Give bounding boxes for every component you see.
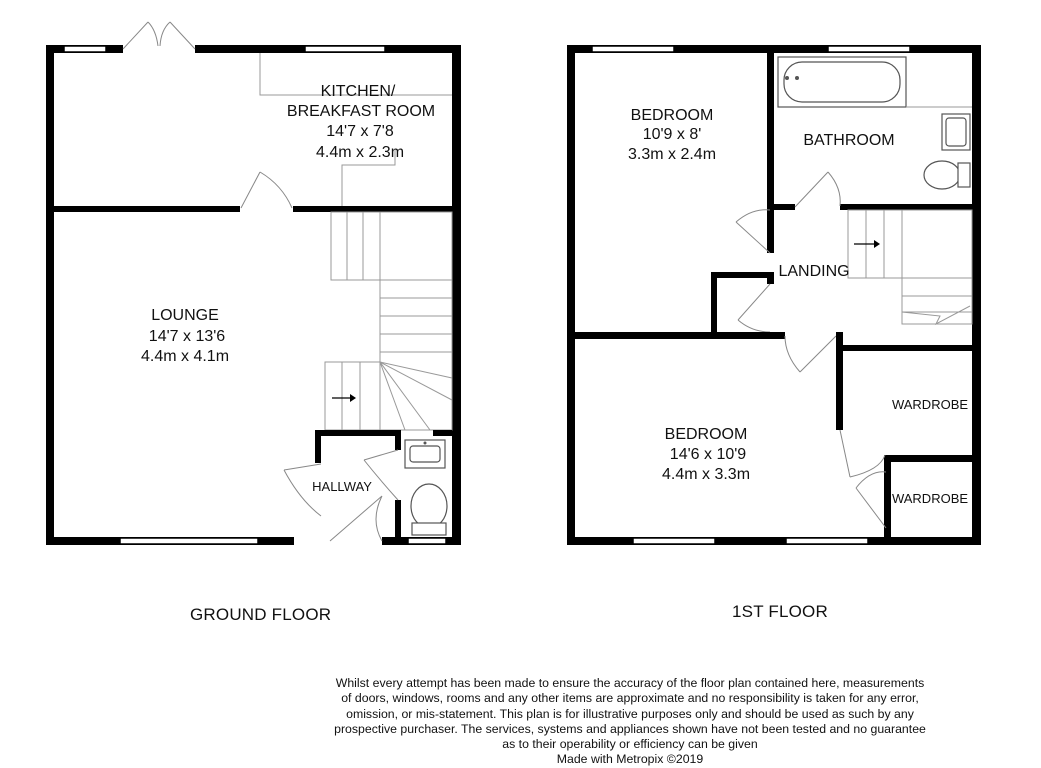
wardrobe1-name: WARDROBE <box>891 397 969 412</box>
lounge-size-imperial: 14'7 x 13'6 <box>148 328 226 345</box>
lounge-name: LOUNGE <box>151 307 219 324</box>
bathroom-name: BATHROOM <box>803 132 895 149</box>
window <box>408 538 446 544</box>
window <box>120 538 258 544</box>
kitchen-name-line1: KITCHEN/ <box>320 83 396 100</box>
disclaimer-line: prospective purchaser. The services, systems and appliances shown have not been tested and no guarantee <box>334 721 926 736</box>
lounge-size-metric: 4.4m x 4.1m <box>140 348 230 365</box>
window <box>828 46 910 52</box>
front-door <box>330 496 382 541</box>
bedroom2-size-imperial: 14'6 x 10'9 <box>669 446 747 463</box>
hallway-name: HALLWAY <box>312 479 372 494</box>
bath <box>778 57 906 107</box>
staircase <box>848 210 972 324</box>
ground-floor-caption: GROUND FLOOR <box>190 605 332 624</box>
first-floor-plan <box>567 45 981 545</box>
staircase <box>325 212 452 430</box>
disclaimer-line: Whilst every attempt has been made to ensure the accuracy of the floor plan contained here, measurements <box>335 676 925 690</box>
first-floor-caption: 1ST FLOOR <box>732 602 828 621</box>
disclaimer-line: omission, or mis-statement. This plan is for illustrative purposes only and should be used as such by any <box>346 706 914 721</box>
wardrobe2-name: WARDROBE <box>891 491 969 506</box>
bedroom1-size-imperial: 10'9 x 8' <box>642 126 702 143</box>
metropix-credit: Made with Metropix ©2019 <box>556 752 704 767</box>
window <box>64 46 106 52</box>
disclaimer-line: of doors, windows, rooms and any other items are approximate and no responsibility is taken for any error, <box>341 691 919 706</box>
toilet <box>924 161 960 189</box>
disclaimer-line: as to their operability or efficiency can be given <box>502 737 758 752</box>
kitchen-name-line2: BREAKFAST ROOM <box>286 103 436 120</box>
ground-floor-plan <box>46 22 461 546</box>
kitchen-size-imperial: 14'7 x 7'8 <box>326 123 394 140</box>
bedroom1-size-metric: 3.3m x 2.4m <box>627 146 717 163</box>
window <box>592 46 674 52</box>
bedroom2-size-metric: 4.4m x 3.3m <box>661 466 751 483</box>
disclaimer <box>310 676 950 768</box>
window <box>786 538 868 544</box>
landing-name: LANDING <box>778 263 850 280</box>
kitchen-size-metric: 4.4m x 2.3m <box>315 144 405 161</box>
window <box>633 538 715 544</box>
toilet <box>411 484 447 528</box>
bedroom2-name: BEDROOM <box>664 426 748 443</box>
bedroom1-name: BEDROOM <box>630 107 714 124</box>
window <box>305 46 385 52</box>
